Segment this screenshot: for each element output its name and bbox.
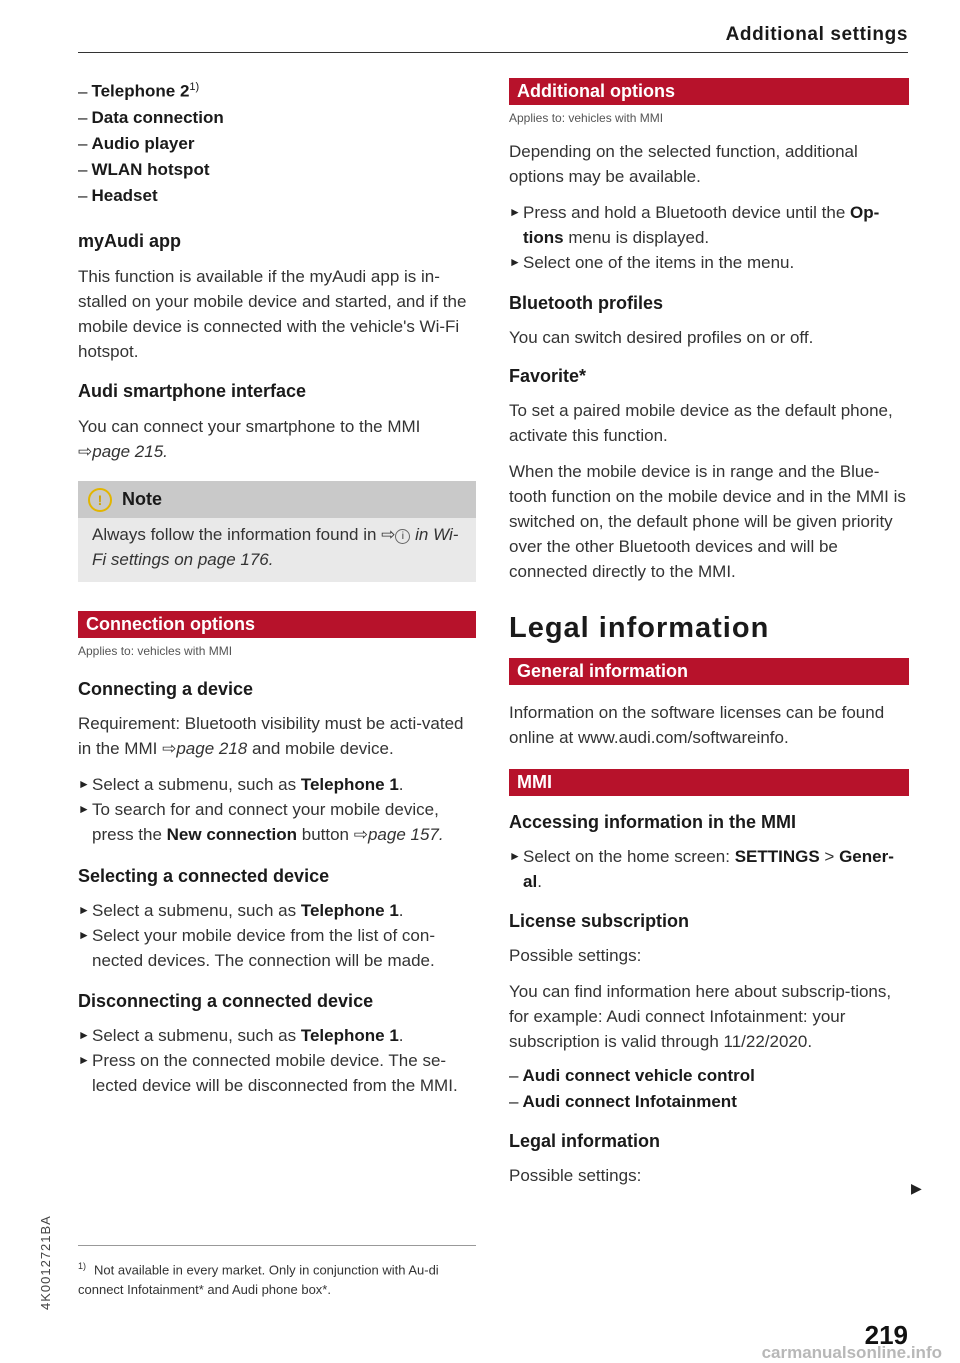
connecting-steps [78,772,476,847]
license-text: You can find information here about subscrip-tions, for example: Audi connect Infotainment: your subscription is valid through 11/22/2020. [509,982,892,1051]
legal-possible-text: Possible settings: [509,1166,642,1185]
connection-options-bar: Connection options [78,611,476,638]
list-item: – Headset [78,185,158,205]
applies-text: Applies to: vehicles with MMI [78,643,233,658]
favorite-heading: Favorite* [509,366,587,386]
general-information-bar: General information [509,658,909,685]
connecting-heading: Connecting a device [78,678,254,699]
myaudi-heading: myAudi app [78,230,182,251]
list-item: – Audi connect vehicle control [509,1066,755,1085]
requirement-text: Requirement: Bluetooth visibility must be acti-vated in the MMI ⇨page 218 and mobile device. [78,713,464,758]
accessing-steps [509,844,909,894]
legal-subheading: Legal information [509,1131,661,1151]
step-item: ► Select one of the items in the menu. [509,253,795,272]
page-link[interactable]: ⇨page 157. [353,824,444,844]
right-column [509,78,909,1188]
bluetooth-profiles-heading: Bluetooth profiles [509,293,663,313]
mmi-bar: MMI [509,769,909,796]
disconnecting-heading: Disconnecting a connected device [78,990,374,1011]
legal-information-heading: Legal information [509,612,770,644]
step-item: ► Select on the home screen: SETTINGS > Gener-al. [509,847,894,891]
myaudi-text: This function is available if the myAudi app is in-stalled on your mobile device and started, and if the mobile device is connected with the vehicle's Wi-Fi hotspot. [78,266,467,361]
license-list [509,1063,909,1115]
bluetooth-profiles-text: You can switch desired profiles on or off. [509,328,814,347]
favorite-text: To set a paired mobile device as the default phone, activate this function. [509,401,893,445]
warning-info-icon: ! [88,488,112,512]
info-circle-icon: i [395,529,410,544]
list-item: – Data connection [78,107,224,127]
list-item: – Audi connect Infotainment [509,1092,737,1111]
note-box [78,481,476,582]
license-heading: License subscription [509,911,690,931]
smartphone-heading: Audi smartphone interface [78,380,307,401]
page-link[interactable]: ⇨page 215. [78,441,168,461]
step-item: ► Select a submenu, such as Telephone 1. [78,900,404,920]
step-item: ► Select a submenu, such as Telephone 1. [78,1025,404,1045]
selecting-steps [78,898,476,973]
additional-options-steps [509,200,909,275]
favorite-detail-text: When the mobile device is in range and the Blue-tooth function on the mobile device and in the MMI is switched on, the default phone will be given priority over the other Bluetooth devices and will be connected directly to the MMI. [509,462,906,581]
left-column [78,74,476,1098]
page-number: 219 [864,1320,908,1350]
smartphone-text: You can connect your smartphone to the MMI ⇨page 215. [78,416,421,461]
continue-arrow-icon: ▶ [911,1180,922,1196]
footnote: $^{1)}$ Not available in every market. Only in conjunction with Au-di connect Infotainment* and Audi phone box*. [78,1261,439,1298]
note-header: ! Note [78,481,476,518]
step-item: ► Press on the connected mobile device. The se-lected device will be disconnected from the MMI. [78,1050,458,1095]
list-item: – WLAN hotspot [78,159,210,179]
header-title: Additional settings [725,24,908,45]
step-item: ► Press and hold a Bluetooth device until the Op-tions menu is displayed. [509,203,880,247]
note-link[interactable]: in Wi-Fi settings on page 176. [92,524,459,569]
applies-text: Applies to: vehicles with MMI [509,111,664,125]
additional-options-text: Depending on the selected function, additional options may be available. [509,142,858,186]
document-code: 4K0012721BA [38,1215,53,1310]
header-rule [78,52,908,53]
note-body: Always follow the information found in ⇨ i in Wi-Fi settings on page 176. [92,524,459,569]
disconnecting-steps [78,1023,476,1098]
selecting-heading: Selecting a connected device [78,865,330,886]
list-item: – Telephone 2$^{1)}$ [78,81,200,101]
step-item: ► Select a submenu, such as Telephone 1. [78,774,404,794]
additional-options-bar: Additional options [509,78,909,105]
general-information-text: Information on the software licenses can be found online at www.audi.com/softwareinfo. [509,703,885,747]
accessing-heading: Accessing information in the MMI [509,812,797,832]
intro-list [78,74,476,209]
list-item: – Audio player [78,133,195,153]
license-possible-text: Possible settings: [509,946,642,965]
page-link[interactable]: ⇨page 218 [162,738,248,758]
watermark: carmanualsonline.info [761,1343,942,1362]
step-item: ► Select your mobile device from the list of con-nected devices. The connection will be made. [78,925,435,970]
footnote-rule [78,1245,476,1246]
step-item: ► To search for and connect your mobile device, press the New connection button ⇨page 157. [78,799,444,844]
